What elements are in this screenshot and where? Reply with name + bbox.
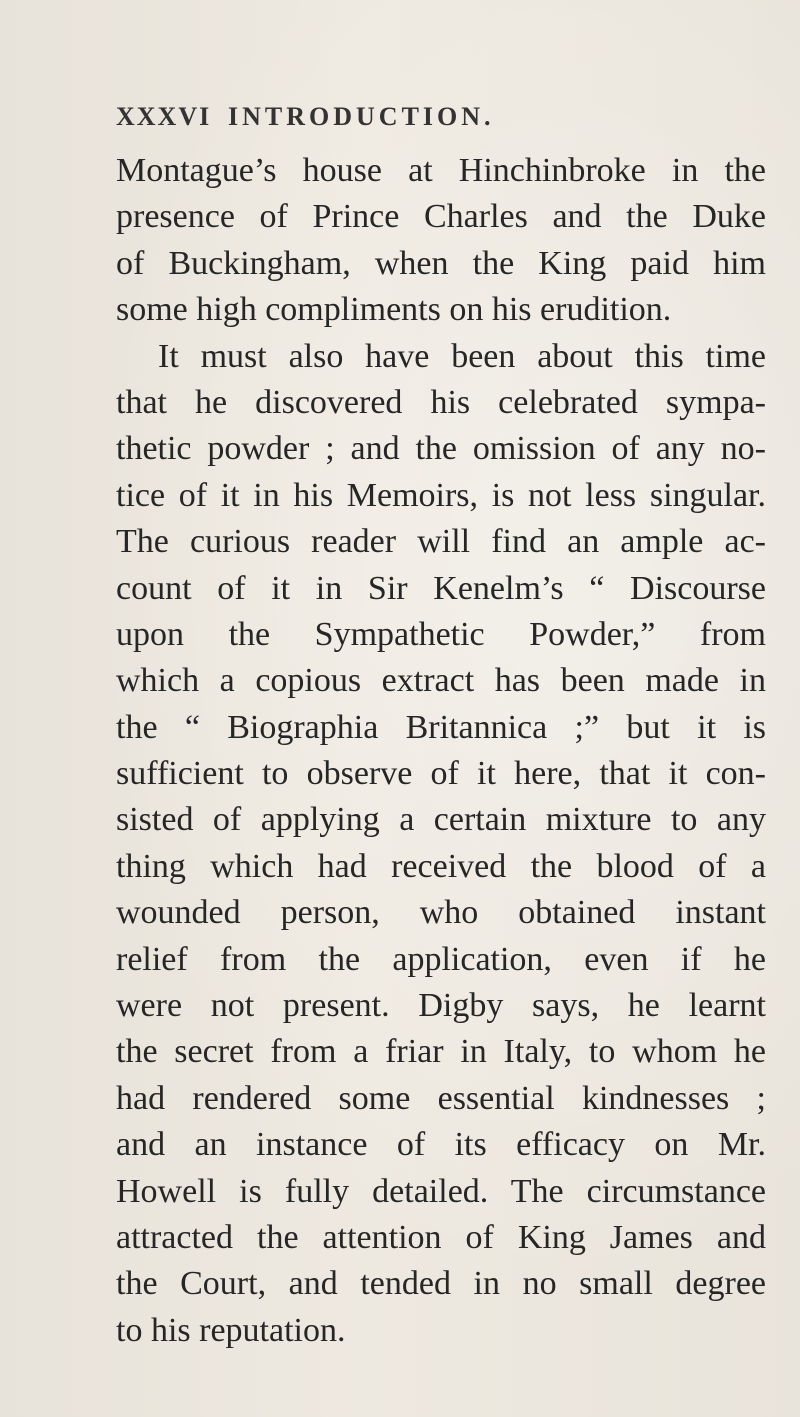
text-line: It must also have been about this time bbox=[158, 337, 766, 375]
text-line: to his reputation. bbox=[116, 1311, 346, 1349]
text-line: that he discovered his celebrated sympa- bbox=[116, 383, 766, 421]
text-line: attracted the attention of King James and bbox=[116, 1218, 766, 1256]
page-number: XXXVI bbox=[116, 102, 212, 131]
text-line: relief from the application, even if he bbox=[116, 940, 766, 978]
text-line: some high compliments on his erudition. bbox=[116, 291, 672, 329]
text-line: sisted of applying a certain mixture to any bbox=[116, 801, 766, 839]
text-line: sufficient to observe of it here, that it con- bbox=[116, 755, 766, 793]
text-line: of Buckingham, when the King paid him bbox=[116, 244, 766, 282]
text-line: wounded person, who obtained instant bbox=[116, 894, 766, 932]
text-line: upon the Sympathetic Powder,” from bbox=[116, 615, 766, 653]
body-text bbox=[116, 148, 766, 1354]
running-head bbox=[116, 102, 756, 142]
text-line: The curious reader will find an ample ac- bbox=[116, 523, 766, 561]
text-line: tice of it in his Memoirs, is not less singular. bbox=[116, 476, 766, 514]
text-line: the “ Biographia Britannica ;” but it is bbox=[116, 708, 766, 746]
text-line: thing which had received the blood of a bbox=[116, 847, 766, 885]
running-title: INTRODUCTION. bbox=[228, 102, 495, 131]
text-line: had rendered some essential kindnesses ; bbox=[116, 1079, 766, 1117]
text-line: Howell is fully detailed. The circumstance bbox=[116, 1172, 766, 1210]
text-line: the secret from a friar in Italy, to whom he bbox=[116, 1033, 766, 1071]
text-line: were not present. Digby says, he learnt bbox=[116, 987, 766, 1025]
text-line: count of it in Sir Kenelm’s “ Discourse bbox=[116, 569, 766, 607]
text-line: thetic powder ; and the omission of any no- bbox=[116, 430, 766, 468]
text-line: presence of Prince Charles and the Duke bbox=[116, 198, 766, 236]
text-line: Montague’s house at Hinchinbroke in the bbox=[116, 152, 766, 189]
text-line: and an instance of its efficacy on Mr. bbox=[116, 1126, 766, 1164]
text-line: which a copious extract has been made in bbox=[116, 662, 766, 700]
text-line: the Court, and tended in no small degree bbox=[116, 1265, 766, 1303]
